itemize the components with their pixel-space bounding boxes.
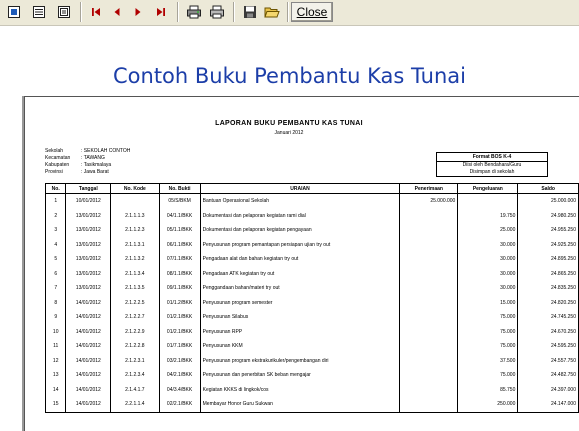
- zoom-page-icon[interactable]: [54, 2, 74, 22]
- table-cell: [400, 238, 458, 253]
- table-cell: 2.1.2.2.7: [111, 310, 159, 325]
- table-cell: 11: [46, 339, 66, 354]
- printer-setup-icon[interactable]: [184, 2, 204, 22]
- table-row: [46, 310, 579, 325]
- table-cell: Penyusunan program semester: [200, 296, 400, 311]
- table-cell: 15.000: [458, 296, 518, 311]
- table-cell: 250.000: [458, 397, 518, 412]
- table-cell: 10: [46, 325, 66, 340]
- col-header: Pengeluaran: [458, 184, 518, 194]
- table-cell: Penyusunan program ekstrakurikuler/pengembangan diri: [200, 354, 400, 369]
- table-cell: Membayar Honor Guru Sukwan: [200, 397, 400, 412]
- table-cell: 2.1.1.3.4: [111, 267, 159, 282]
- table-cell: 24.147.000: [518, 397, 579, 412]
- table-cell: 25.000.000: [518, 194, 579, 209]
- table-cell: 24.895.250: [518, 252, 579, 267]
- table-cell: 14/01/2012: [66, 368, 111, 383]
- col-header: No. Kode: [111, 184, 159, 194]
- table-cell: 7: [46, 281, 66, 296]
- table-cell: 14/01/2012: [66, 296, 111, 311]
- table-cell: Penyusunan Silabus: [200, 310, 400, 325]
- table-cell: 07/1.1/BKK: [159, 252, 200, 267]
- table-cell: [400, 296, 458, 311]
- table-cell: 2.1.2.2.9: [111, 325, 159, 340]
- table-cell: 04/3.4/BKK: [159, 383, 200, 398]
- report-period: Januari 2012: [274, 130, 304, 136]
- table-cell: 24.397.000: [518, 383, 579, 398]
- table-row: [46, 252, 579, 267]
- table-row: [46, 296, 579, 311]
- table-cell: 24.835.250: [518, 281, 579, 296]
- table-cell: Pengadaan alat dan bahan kegiatan try out: [200, 252, 400, 267]
- table-cell: 24.670.250: [518, 325, 579, 340]
- table-cell: 14/01/2012: [66, 354, 111, 369]
- table-cell: 06/1.1/BKK: [159, 238, 200, 253]
- table-cell: 1: [46, 194, 66, 209]
- col-header: No.: [46, 184, 66, 194]
- table-cell: 05/S/BKM: [159, 194, 200, 209]
- table-cell: [400, 397, 458, 412]
- table-cell: 30.000: [458, 281, 518, 296]
- table-cell: 01/7.1/BKK: [159, 339, 200, 354]
- format-code: Format BOS K-4: [437, 153, 547, 162]
- table-cell: 2.2.1.1.4: [111, 397, 159, 412]
- table-cell: 2: [46, 209, 66, 224]
- format-note-2: Disimpan di sekolah: [469, 169, 515, 175]
- info-school: Sekolah : SEKOLAH CONTOH: [45, 148, 131, 154]
- page-banner-title: Contoh Buku Pembantu Kas Tunai: [113, 64, 466, 88]
- table-cell: 14/01/2012: [66, 310, 111, 325]
- table-cell: [400, 310, 458, 325]
- table-cell: 14/01/2012: [66, 325, 111, 340]
- table-row: [46, 194, 579, 209]
- table-cell: 09/1.1/BKK: [159, 281, 200, 296]
- table-cell: [400, 354, 458, 369]
- table-cell: 13/01/2012: [66, 267, 111, 282]
- table-cell: 13/01/2012: [66, 238, 111, 253]
- cash-ledger-table: [45, 183, 579, 413]
- table-cell: 9: [46, 310, 66, 325]
- info-regency: Kabupaten : Tasikmalaya: [45, 162, 112, 168]
- table-cell: 2.1.1.1.3: [111, 209, 159, 224]
- table-cell: [400, 223, 458, 238]
- previous-page-icon[interactable]: [107, 2, 127, 22]
- table-cell: 24.955.250: [518, 223, 579, 238]
- table-cell: 2.1.2.3.4: [111, 368, 159, 383]
- table-cell: 14/01/2012: [66, 383, 111, 398]
- table-cell: 24.820.250: [518, 296, 579, 311]
- table-cell: 13: [46, 368, 66, 383]
- first-page-icon[interactable]: [86, 2, 106, 22]
- table-header-row: [46, 184, 579, 194]
- table-cell: [400, 339, 458, 354]
- table-cell: 30.000: [458, 267, 518, 282]
- table-cell: 04/1.1/BKK: [159, 209, 200, 224]
- table-row: [46, 383, 579, 398]
- format-note-1: Diisi oleh Bendahara/Guru: [462, 162, 522, 168]
- table-cell: Penyusunan RPP: [200, 325, 400, 340]
- table-cell: 30.000: [458, 238, 518, 253]
- table-cell: 37.500: [458, 354, 518, 369]
- table-cell: Penyusunan dan penerbitan SK beban mengajar: [200, 368, 400, 383]
- table-cell: [458, 194, 518, 209]
- table-cell: 2.1.1.3.5: [111, 281, 159, 296]
- table-cell: Kegiatan KKKS di lingkok/cos: [200, 383, 400, 398]
- table-cell: 24.745.250: [518, 310, 579, 325]
- table-row: [46, 267, 579, 282]
- table-row: [46, 368, 579, 383]
- col-header: Saldo: [518, 184, 579, 194]
- table-cell: 04/2.1/BKK: [159, 368, 200, 383]
- table-cell: 2.1.1.3.2: [111, 252, 159, 267]
- table-cell: 13/01/2012: [66, 252, 111, 267]
- table-cell: [400, 267, 458, 282]
- col-header: Tanggal: [66, 184, 111, 194]
- single-page-icon[interactable]: [4, 2, 24, 22]
- table-row: [46, 281, 579, 296]
- table-cell: Dokumentasi dan pelaporan kegiatan rami dial: [200, 209, 400, 224]
- table-cell: [400, 383, 458, 398]
- table-cell: 12: [46, 354, 66, 369]
- table-cell: Pengadaan ATK kegiatan try out: [200, 267, 400, 282]
- table-cell: 5: [46, 252, 66, 267]
- table-cell: 24.557.750: [518, 354, 579, 369]
- last-page-icon[interactable]: [151, 2, 171, 22]
- table-cell: 2.1.1.2.3: [111, 223, 159, 238]
- table-cell: [111, 194, 159, 209]
- table-cell: 13/01/2012: [66, 223, 111, 238]
- report-title: LAPORAN BUKU PEMBANTU KAS TUNAI: [215, 120, 363, 127]
- table-cell: 2.1.1.3.1: [111, 238, 159, 253]
- table-cell: 24.482.750: [518, 368, 579, 383]
- table-cell: 3: [46, 223, 66, 238]
- open-folder-icon[interactable]: [262, 2, 282, 22]
- table-cell: 15: [46, 397, 66, 412]
- table-cell: 05/1.1/BKK: [159, 223, 200, 238]
- table-cell: 03/2.1/BKK: [159, 354, 200, 369]
- table-cell: 25.000: [458, 223, 518, 238]
- print-icon[interactable]: [207, 2, 227, 22]
- table-cell: [400, 252, 458, 267]
- table-cell: 75.000: [458, 325, 518, 340]
- multi-page-icon[interactable]: [29, 2, 49, 22]
- table-cell: 13/01/2012: [66, 209, 111, 224]
- table-cell: 13/01/2012: [66, 281, 111, 296]
- table-cell: Penyusunan program pemantapan persiapan ujian try out: [200, 238, 400, 253]
- table-cell: 25.000.000: [400, 194, 458, 209]
- table-row: [46, 209, 579, 224]
- table-cell: Penyusunan KKM: [200, 339, 400, 354]
- next-page-icon[interactable]: [128, 2, 148, 22]
- table-cell: 14: [46, 383, 66, 398]
- table-cell: 75.000: [458, 368, 518, 383]
- info-province: Provinsi : Jawa Barat: [45, 169, 109, 175]
- table-cell: 10/01/2012: [66, 194, 111, 209]
- table-cell: 14/01/2012: [66, 339, 111, 354]
- table-cell: 2.1.2.3.1: [111, 354, 159, 369]
- table-cell: 30.000: [458, 252, 518, 267]
- table-cell: 01/1.2/BKK: [159, 296, 200, 311]
- table-cell: 24.595.250: [518, 339, 579, 354]
- format-box: [436, 152, 548, 177]
- table-cell: 24.980.250: [518, 209, 579, 224]
- table-cell: 24.925.250: [518, 238, 579, 253]
- table-cell: 01/2.1/BKK: [159, 325, 200, 340]
- table-cell: 19.750: [458, 209, 518, 224]
- table-row: [46, 339, 579, 354]
- table-cell: 2.1.2.2.5: [111, 296, 159, 311]
- table-row: [46, 325, 579, 340]
- table-cell: 02/2.1/BKK: [159, 397, 200, 412]
- table-row: [46, 223, 579, 238]
- table-cell: 75.000: [458, 310, 518, 325]
- col-header: URAIAN: [200, 184, 400, 194]
- table-cell: 2.1.4.1.7: [111, 383, 159, 398]
- table-cell: 4: [46, 238, 66, 253]
- table-cell: 08/1.1/BKK: [159, 267, 200, 282]
- table-cell: Penggandaan bahan/materi try out: [200, 281, 400, 296]
- table-cell: [400, 325, 458, 340]
- table-cell: 14/01/2012: [66, 397, 111, 412]
- table-cell: 01/2.1/BKK: [159, 310, 200, 325]
- table-cell: Dokumentasi dan pelaporan kegiatan pengayaan: [200, 223, 400, 238]
- col-header: No. Bukti: [159, 184, 200, 194]
- table-cell: 8: [46, 296, 66, 311]
- table-cell: 24.865.250: [518, 267, 579, 282]
- table-cell: 85.750: [458, 383, 518, 398]
- col-header: Penerimaan: [400, 184, 458, 194]
- table-row: [46, 397, 579, 412]
- table-cell: [400, 368, 458, 383]
- table-cell: [400, 209, 458, 224]
- info-district: Kecamatan : TAWANG: [45, 155, 105, 161]
- table-row: [46, 354, 579, 369]
- table-cell: 6: [46, 267, 66, 282]
- viewer-toolbar: [0, 0, 579, 26]
- table-cell: Bantuan Operasional Sekolah: [200, 194, 400, 209]
- close-button[interactable]: Close: [291, 2, 333, 22]
- save-icon[interactable]: [240, 2, 260, 22]
- table-cell: 75.000: [458, 339, 518, 354]
- table-cell: [400, 281, 458, 296]
- table-row: [46, 238, 579, 253]
- table-cell: 2.1.2.2.8: [111, 339, 159, 354]
